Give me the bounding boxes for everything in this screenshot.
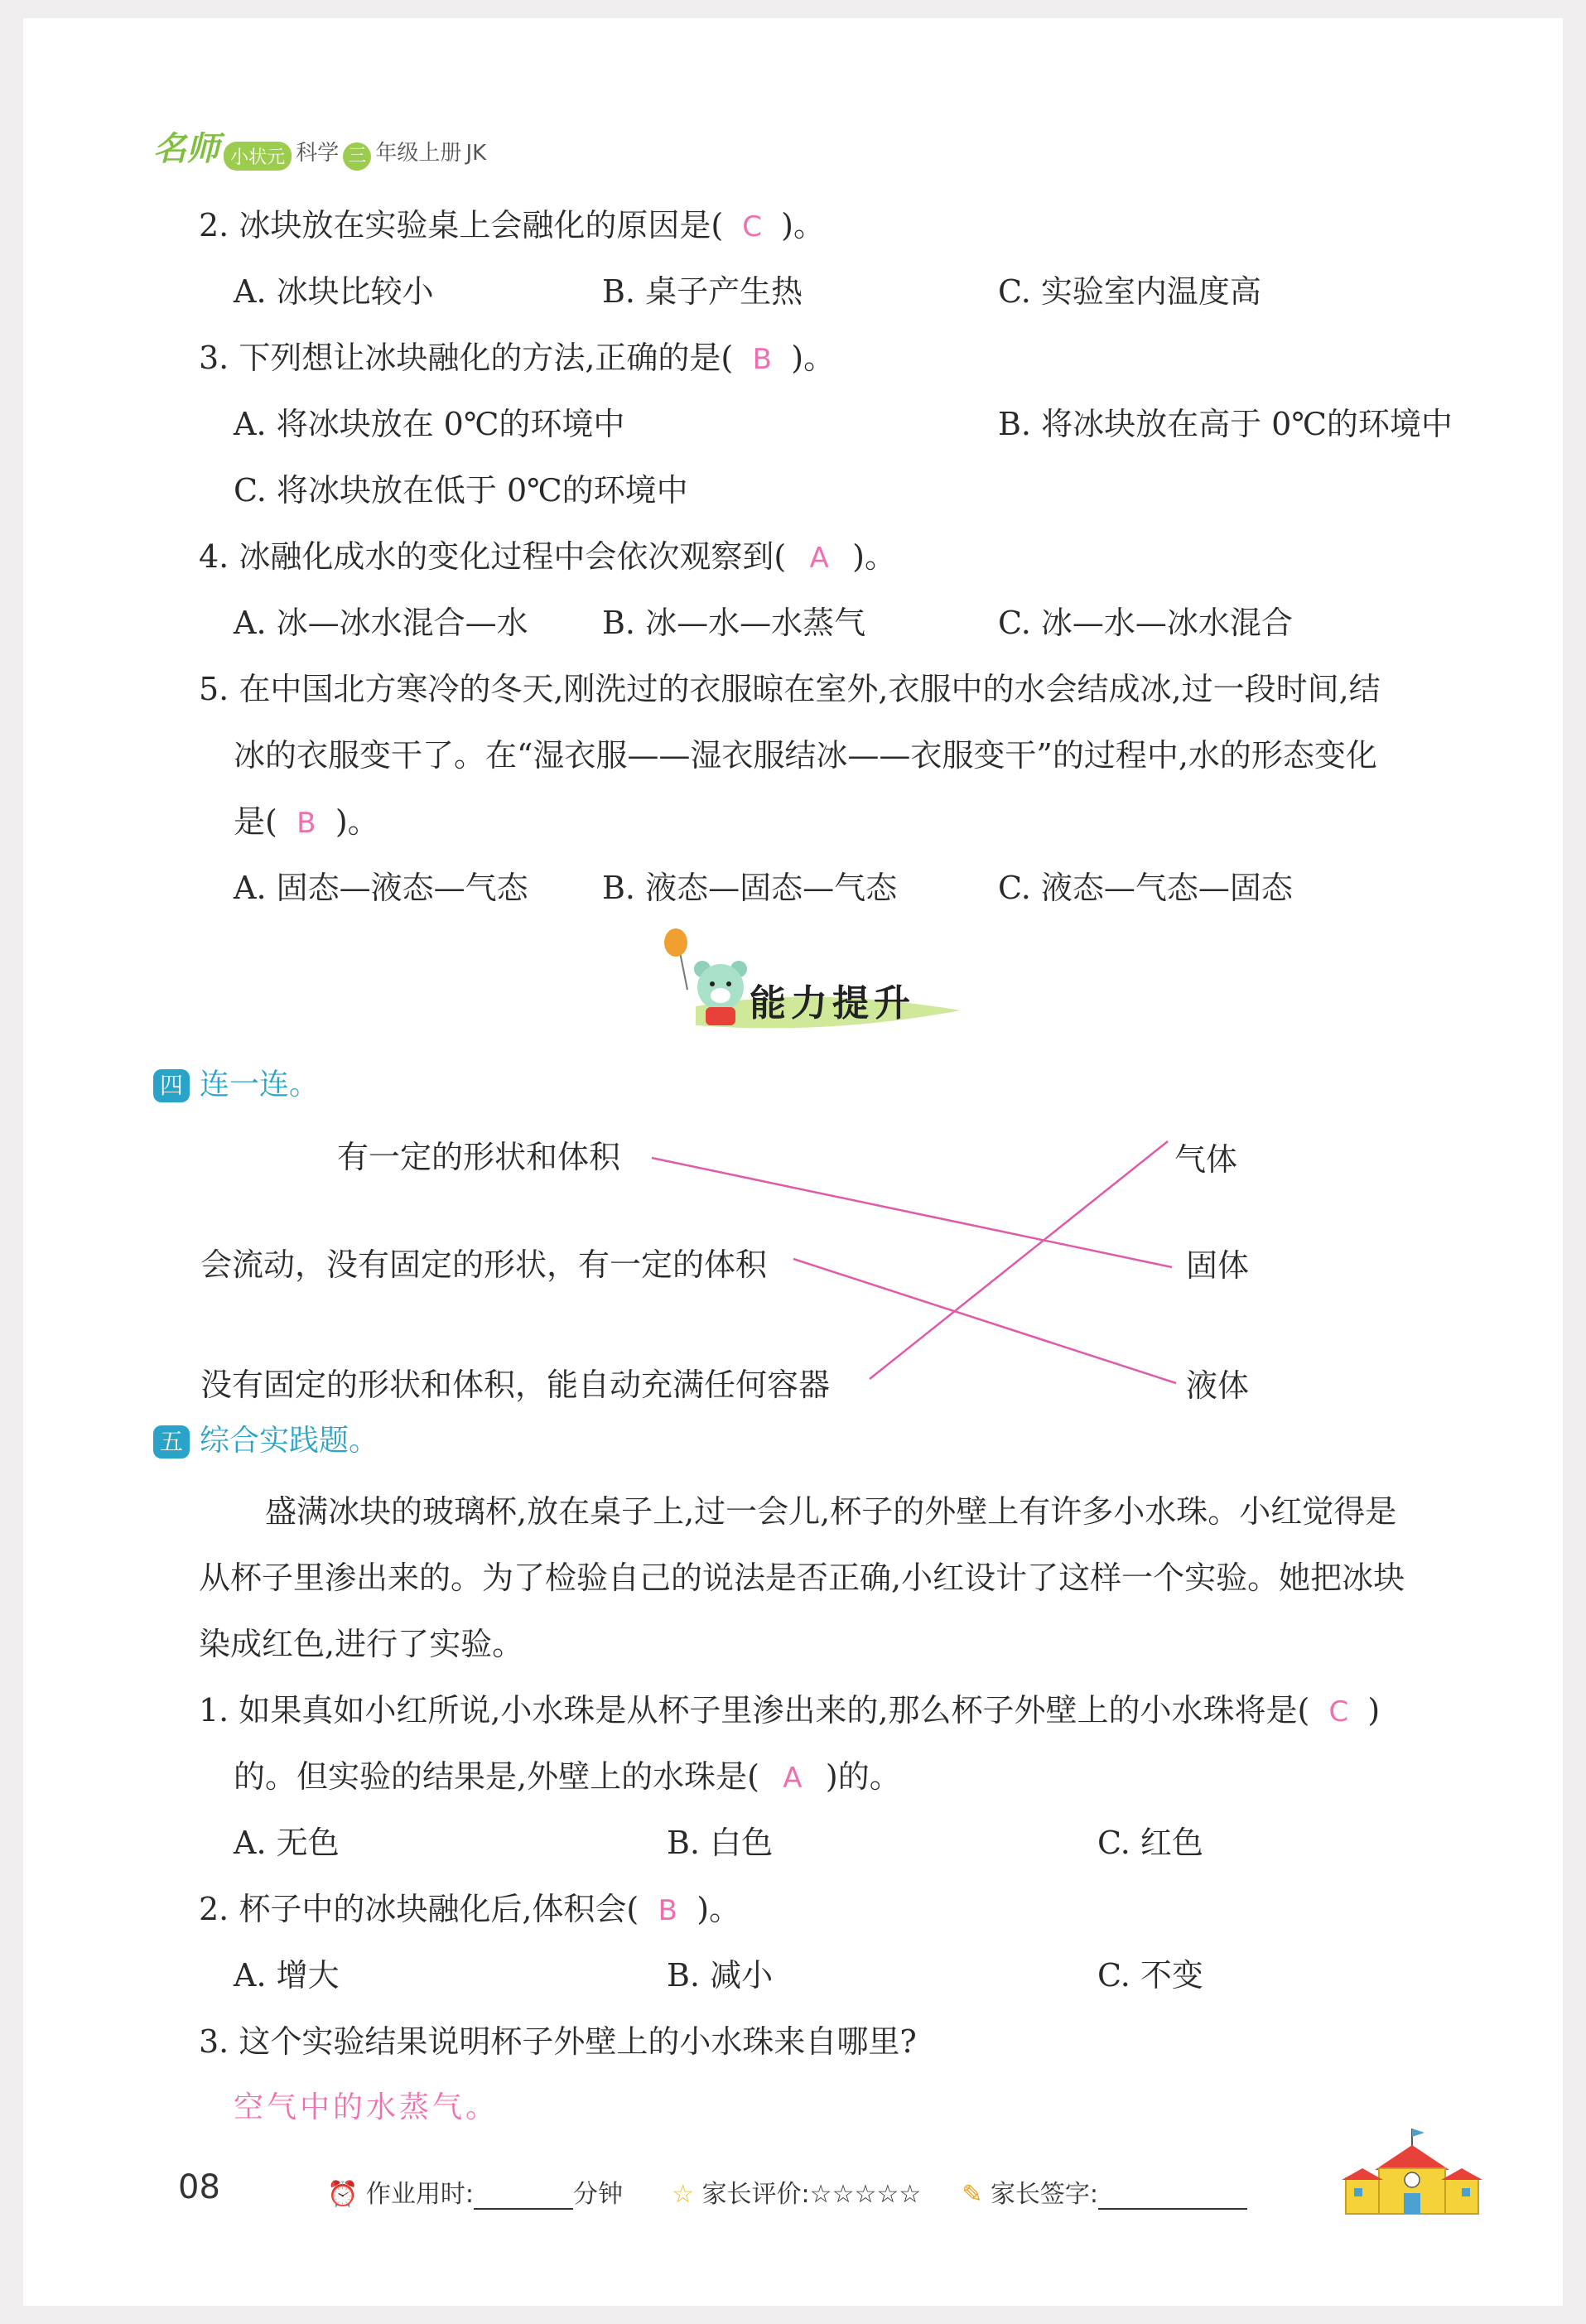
- banner-title: 能力提升: [750, 982, 915, 1025]
- alarm-clock-icon: ⏰: [327, 2180, 359, 2209]
- time-label: 作业用时:: [365, 2180, 475, 2209]
- option-b: B. 桌子产生热: [602, 273, 803, 310]
- answer-text: B: [296, 807, 316, 840]
- option-b: B. 冰—水—水蒸气: [602, 605, 866, 641]
- match-line-gas: [870, 1141, 1168, 1379]
- time-blank: [474, 2208, 573, 2210]
- option-a: A. 冰—冰水混合—水: [234, 605, 528, 641]
- answer-text: C: [742, 210, 763, 243]
- edition-label: JK: [465, 141, 487, 166]
- question-stem: 2. 冰块放在实验桌上会融化的原因是(: [199, 207, 724, 243]
- answer-text: C: [1328, 1695, 1349, 1729]
- option-a: A. 增大: [234, 1957, 340, 1994]
- question-stem: 是(: [234, 803, 277, 840]
- answer-text: A: [783, 1762, 803, 1795]
- grade-badge: 三: [343, 142, 371, 171]
- option-a: A. 固态—液态—气态: [234, 870, 528, 906]
- question-end: )的。: [825, 1758, 901, 1795]
- question-end: )。: [781, 207, 825, 243]
- section-label: 连一连。: [200, 1068, 320, 1102]
- answer-text: A: [809, 542, 829, 575]
- pencil-icon: ✎: [962, 2180, 983, 2209]
- sign-label: 家长签字:: [990, 2180, 1099, 2209]
- question-stem: 4. 冰融化成水的变化过程中会依次观察到(: [199, 538, 787, 575]
- passage-line-3: 染成红色,进行了实验。: [199, 1626, 524, 1662]
- question-stem: 2. 杯子中的冰块融化后,体积会(: [199, 1891, 639, 1927]
- option-c: C. 将冰块放在低于 0℃的环境中: [234, 472, 688, 509]
- option-b: B. 将冰块放在高于 0℃的环境中: [998, 406, 1453, 442]
- question-end: )。: [852, 538, 896, 575]
- section-5-title: [153, 1420, 378, 1462]
- question-stem: 1. 如果真如小红所说,小水珠是从杯子里渗出来的,那么杯子外壁上的小水珠将是(: [199, 1692, 1310, 1729]
- option-c: C. 红色: [1097, 1825, 1203, 1861]
- s5-question-2: [199, 1888, 740, 1931]
- answer-text: B: [752, 343, 772, 376]
- option-c: C. 冰—水—冰水混合: [998, 605, 1293, 641]
- match-left-2: 会流动，没有固定的形状，有一定的体积: [200, 1246, 768, 1283]
- passage-line-1: 盛满冰块的玻璃杯,放在桌子上,过一会儿,杯子的外壁上有许多小水珠。小红觉得是: [265, 1493, 1397, 1530]
- match-left-1: 有一定的形状和体积: [337, 1139, 621, 1175]
- passage-line-2: 从杯子里渗出来的。为了检验自己的说法是否正确,小红设计了这样一个实验。她把冰块: [199, 1560, 1405, 1596]
- question-end: )。: [335, 803, 379, 840]
- footer-bar: [327, 2173, 1247, 2210]
- question-stem: 3. 下列想让冰块融化的方法,正确的是(: [199, 340, 734, 376]
- option-a: A. 无色: [234, 1825, 340, 1861]
- page-number: 08: [178, 2168, 220, 2206]
- option-b: B. 白色: [667, 1825, 774, 1861]
- question-5-line1: 5. 在中国北方寒冷的冬天,刚洗过的衣服晾在室外,衣服中的水会结成冰,过一段时间,结: [199, 671, 1381, 707]
- match-right-liquid: 液体: [1186, 1367, 1250, 1404]
- section-badge: 五: [153, 1425, 190, 1459]
- option-a: A. 冰块比较小: [234, 273, 434, 310]
- brand-logo: 名师: [153, 129, 219, 168]
- school-house-icon: [1342, 2120, 1482, 2220]
- sign-blank: [1098, 2208, 1247, 2210]
- option-a: A. 将冰块放在 0℃的环境中: [234, 406, 625, 442]
- option-c: C. 不变: [1097, 1957, 1203, 1994]
- s5-question-1-line2: [234, 1756, 901, 1799]
- star-icon: ☆: [672, 2180, 695, 2209]
- eval-stars: ☆☆☆☆☆: [809, 2180, 922, 2209]
- question-end: ): [1367, 1692, 1381, 1729]
- match-line-liquid: [793, 1259, 1176, 1383]
- option-b: B. 液态—固态—气态: [602, 870, 898, 906]
- question-5-line2: 冰的衣服变干了。在“湿衣服——湿衣服结冰——衣服变干”的过程中,水的形态变化: [234, 737, 1377, 774]
- time-unit: 分钟: [573, 2180, 624, 2209]
- s5-question-1-line1: [199, 1690, 1380, 1733]
- option-c: C. 实验室内温度高: [998, 273, 1261, 310]
- section-label: 综合实践题。: [200, 1424, 379, 1458]
- question-stem: 的。但实验的结果是,外壁上的水珠是(: [234, 1758, 759, 1795]
- section-badge: 四: [153, 1069, 190, 1102]
- s5-question-3-answer: 空气中的水蒸气。: [234, 2090, 499, 2124]
- match-line-solid: [652, 1158, 1172, 1267]
- question-end: )。: [791, 340, 836, 376]
- brand-pill: 小状元: [224, 142, 292, 171]
- question-end: )。: [697, 1891, 741, 1927]
- match-left-3: 没有固定的形状和体积，能自动充满任何容器: [200, 1367, 831, 1403]
- answer-text: B: [658, 1894, 677, 1927]
- grade-label: 年级上册: [375, 141, 462, 166]
- subject-label: 科学: [296, 141, 340, 166]
- s5-question-3: 3. 这个实验结果说明杯子外壁上的小水珠来自哪里?: [199, 2023, 917, 2060]
- option-c: C. 液态—气态—固态: [998, 870, 1293, 906]
- match-right-gas: 气体: [1174, 1141, 1238, 1178]
- match-right-solid: 固体: [1186, 1247, 1250, 1284]
- eval-label: 家长评价:: [701, 2180, 810, 2209]
- option-b: B. 减小: [667, 1957, 774, 1994]
